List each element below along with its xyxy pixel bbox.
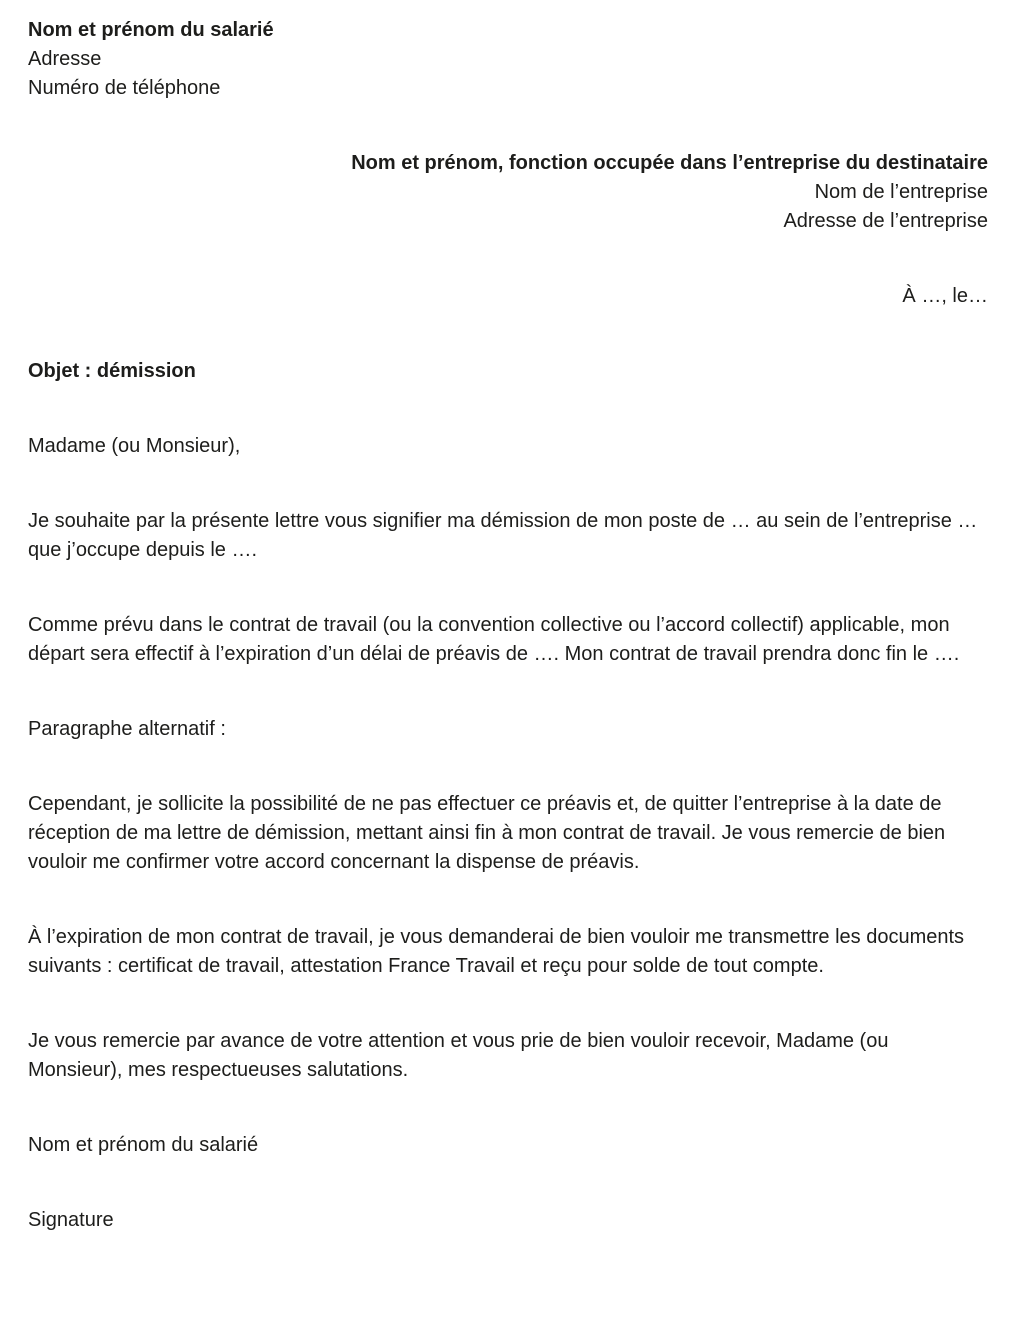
sender-address: Adresse <box>28 48 102 70</box>
dateline: À …, le… <box>902 285 988 307</box>
paragraph-closing: Je vous remercie par avance de votre attention et vous prie de bien vouloir recevoir, Madame (ou Monsieur), mes respectueuses salutations. <box>28 1030 889 1081</box>
signature-label: Signature <box>28 1209 114 1231</box>
paragraph-resignation: Je souhaite par la présente lettre vous signifier ma démission de mon poste de … au sein de l’entreprise … que j’occupe depuis le …. <box>28 510 978 561</box>
recipient-name-function: Nom et prénom, fonction occupée dans l’entreprise du destinataire <box>351 152 988 174</box>
paragraph-notice-waiver: Cependant, je sollicite la possibilité de ne pas effectuer ce préavis et, de quitter l’entreprise à la date de réception de ma lettre de démission, mettant ainsi fin à mon contrat de travail. Je vous remercie de bien vouloir me confirmer votre accord concernant la dispense de préavis. <box>28 793 946 873</box>
recipient-company-address: Adresse de l’entreprise <box>783 210 988 232</box>
sender-name: Nom et prénom du salarié <box>28 19 274 41</box>
salutation: Madame (ou Monsieur), <box>28 435 241 457</box>
recipient-block <box>28 149 988 236</box>
paragraph-notice-period: Comme prévu dans le contrat de travail (ou la convention collective ou l’accord collectif) applicable, mon départ sera effectif à l’expiration d’un délai de préavis de …. Mon contrat de travail prendra donc fin le …. <box>28 614 960 665</box>
sender-phone: Numéro de téléphone <box>28 77 221 99</box>
sender-block <box>28 16 988 103</box>
subject-line: Objet : démission <box>28 360 196 382</box>
recipient-company: Nom de l’entreprise <box>814 181 988 203</box>
signature-name: Nom et prénom du salarié <box>28 1134 259 1156</box>
alternative-paragraph-label: Paragraphe alternatif : <box>28 718 226 740</box>
paragraph-documents-request: À l’expiration de mon contrat de travail, je vous demanderai de bien vouloir me transmettre les documents suivants : certificat de travail, attestation France Travail et reçu pour solde de tout compte. <box>28 926 965 977</box>
